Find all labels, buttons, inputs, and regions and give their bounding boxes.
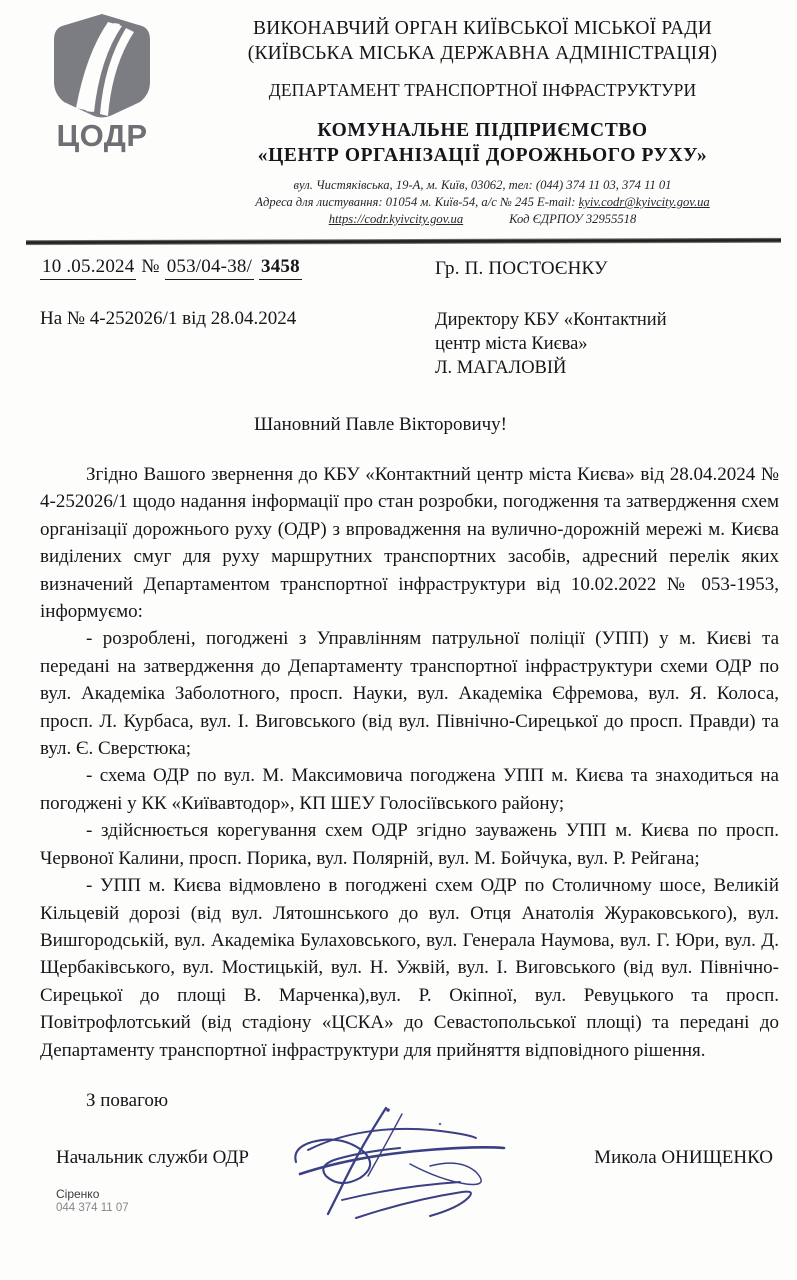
reference-and-addressee	[0, 244, 797, 380]
body-paragraph: Згідно Вашого звернення до КБУ «Контактний центр міста Києва» від 28.04.2024 № 4-252026/1 щодо надання інформації про стан розробки, погодження та затвердження схем організації дорожнього руху (ОДР) з впровадження на вулично-дорожній мережі м. Києва виділених смуг для руху маршрутних транспортних засобів, адресний перелік яких визначений Департаментом транспортної інфраструктури від 10.02.2022 № 053-1953, інформуємо:	[40, 464, 779, 623]
contact-block	[182, 177, 783, 228]
body-paragraph: - УПП м. Києва відмовлено в погоджені схем ОДР по Столичному шосе, Великій Кільцевій дорозі (від вул. Лятошнського до вул. Отця Анатолія Жураковського), вул. Вишгородській, вул. Академіка Булаховського, вул. Генерала Наумова, вул. Г. Юри, вул. Д. Щербаківського, вул. Мостицькій, вул. Н. Ужвій, вул. І. Виговського (від вул. Північно-Сирецької до площі В. Марченка),вул. Р. Окіпної, вул. Ревуцького та просп. Повітрофлотський (від стадіону «ЦСКА» до Севастопольської площі) та передані до Департаменту транспортної інфраструктури для прийняття відповідного рішення.	[40, 875, 779, 1061]
email-link[interactable]: kyiv.codr@kyivcity.gov.ua	[578, 195, 710, 209]
closing-regards: З повагою	[86, 1089, 169, 1111]
addressee-position-line-1: Директору КБУ «Контактний	[435, 310, 667, 330]
body-paragraph: - розроблені, погоджені з Управлінням патрульної поліції (УПП) у м. Києві та передані на затвердження до Департаменту транспортної інфраструктури схеми ОДР по вул. Академіка Заболотного, просп. Науки, вул. Академіка Єфремова, вул. Я. Колоса, просп. Л. Курбаса, вул. І. Виговського (від вул. Північно-Сирецької до просп. Правди) та вул. Є. Сверстюка;	[40, 628, 779, 760]
signature-row	[40, 1147, 779, 1169]
edrpou-code: Код ЄДРПОУ 32955518	[509, 212, 637, 226]
body-paragraph: - здійснюється корегування схем ОДР згідно зауважень УПП м. Києва по просп. Червоної Калини, просп. Порика, вул. Полярній, вул. М. Бойчука, вул. Р. Рейгана;	[40, 820, 779, 869]
executor-name: Сіренко	[56, 1186, 100, 1201]
addressee-name: Л. МАГАЛОВІЙ	[435, 358, 567, 378]
executor-phone: 044 374 11 07	[56, 1201, 129, 1214]
letter-date: 10 .05.2024	[40, 256, 136, 280]
signatory-name: Микола ОНИЩЕНКО	[594, 1146, 773, 1168]
department-line: ДЕПАРТАМЕНТ ТРАНСПОРТНОЇ ІНФРАСТРУКТУРИ	[268, 80, 697, 100]
number-symbol: №	[141, 256, 160, 277]
reference-block	[40, 256, 435, 380]
mailing-prefix: Адреса для листування: 01054 м. Київ-54, а/с № 245 E-mail:	[255, 195, 579, 209]
enterprise-line-2: «ЦЕНТР ОРГАНІЗАЦІЇ ДОРОЖНЬОГО РУХУ»	[257, 145, 708, 166]
salutation: Шановний Павле Вікторовичу!	[253, 414, 508, 435]
letterhead-text	[182, 8, 783, 228]
addressee-details	[435, 308, 781, 380]
organization-logo	[22, 8, 182, 154]
web-edrpou-row	[182, 211, 783, 228]
website-link[interactable]: https://codr.kyivcity.gov.ua	[328, 212, 464, 226]
outgoing-reference	[40, 256, 435, 280]
letter-number-prefix: 053/04-38/	[165, 256, 254, 280]
addressee-block	[435, 256, 781, 380]
executor-info	[40, 1187, 779, 1215]
org-line-1: ВИКОНАВЧИЙ ОРГАН КИЇВСЬКОЇ МІСЬКОЇ РАДИ	[252, 18, 713, 39]
incoming-reference: На № 4-252026/1 від 28.04.2024	[40, 308, 297, 329]
letterhead	[0, 0, 797, 228]
letter-number-value: 3458	[259, 256, 302, 280]
body-paragraph: - схема ОДР по вул. М. Максимовича погоджена УПП м. Києва та знаходиться на погоджені у КК «Київавтодор», КП ШЕУ Голосіївського району;	[40, 765, 779, 814]
signature-block	[0, 1090, 797, 1215]
road-hexagon-logo-icon	[46, 12, 158, 120]
signatory-title: Начальник служби ОДР	[56, 1146, 249, 1168]
enterprise-block	[182, 118, 783, 168]
logo-wordmark: ЦОДР	[56, 118, 148, 153]
org-line-2: (КИЇВСЬКА МІСЬКА ДЕРЖАВНА АДМІНІСТРАЦІЯ)	[247, 43, 718, 64]
addressee-position-line-2: центр міста Києва»	[435, 334, 588, 354]
address-line: вул. Чистяківська, 19-А, м. Київ, 03062, тел: (044) 374 11 03, 374 11 01	[293, 178, 672, 192]
enterprise-line-1: КОМУНАЛЬНЕ ПІДПРИЄМСТВО	[317, 120, 648, 141]
mailing-line	[182, 194, 783, 211]
letter-body	[0, 461, 797, 1064]
addressee-citizen: Гр. П. ПОСТОЄНКУ	[435, 258, 608, 279]
